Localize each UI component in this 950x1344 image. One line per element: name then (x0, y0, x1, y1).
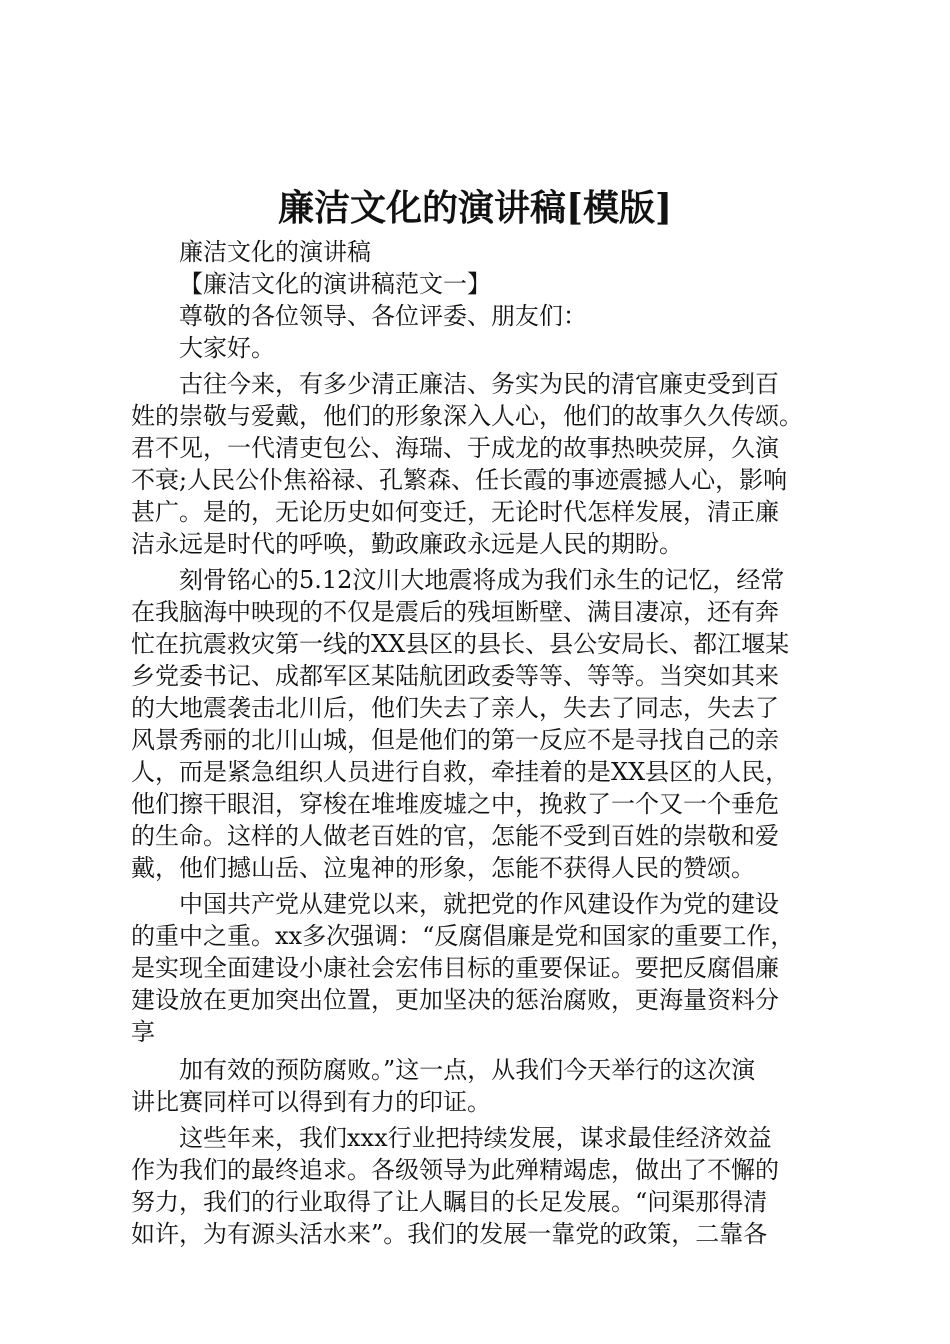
text-line: 君不见，一代清吏包公、海瑞、于成龙的故事热映荧屏，久演 (131, 434, 779, 462)
text-line: 古往今来，有多少清正廉洁、务实为民的清官廉吏受到百 (179, 370, 779, 398)
text-line: 的大地震袭击北川后，他们失去了亲人，失去了同志，失去了 (131, 694, 779, 722)
text-line: 努力，我们的行业取得了让人瞩目的长足发展。“问渠那得清 (131, 1188, 768, 1216)
text-line: 在我脑海中映现的不仅是震后的残垣断壁、满目凄凉，还有奔 (131, 598, 779, 626)
text-line: 尊敬的各位领导、各位评委、朋友们： (179, 302, 587, 330)
text-line: 建设放在更加突出位置，更加坚决的惩治腐败，更海量资料分 (131, 986, 779, 1014)
text-line: 不衰;人民公仆焦裕禄、孔繁森、任长霞的事迹震撼人心，影响 (131, 466, 788, 494)
text-line: 享 (131, 1018, 155, 1046)
text-line: 如许，为有源头活水来”。我们的发展一靠党的政策，二靠各 (131, 1220, 768, 1248)
text-line: 【廉洁文化的演讲稿范文一】 (179, 270, 491, 298)
text-line: 刻骨铭心的5.12汶川大地震将成为我们永生的记忆，经常 (179, 566, 785, 594)
text-line: 姓的崇敬与爱戴，他们的形象深入人心，他们的故事久久传颂。 (131, 402, 803, 430)
text-line: 忙在抗震救灾第一线的XX县区的县长、县公安局长、都江堰某 (131, 630, 790, 658)
text-line: 甚广。是的，无论历史如何变迁，无论时代怎样发展，清正廉 (131, 498, 779, 526)
text-line: 大家好。 (179, 334, 275, 362)
text-line: 他们擦干眼泪，穿梭在堆堆废墟之中，挽救了一个又一个垂危 (131, 790, 779, 818)
text-line: 的生命。这样的人做老百姓的官，怎能不受到百姓的崇敬和爱 (131, 822, 779, 850)
text-line: 人，而是紧急组织人员进行自救，牵挂着的是XX县区的人民， (131, 758, 790, 786)
text-line: 的重中之重。xx多次强调：“反腐倡廉是党和国家的重要工作， (131, 922, 795, 950)
text-line: 讲比赛同样可以得到有力的印证。 (131, 1088, 491, 1116)
text-line: 中国共产党从建党以来，就把党的作风建设作为党的建设 (179, 890, 779, 918)
text-line: 风景秀丽的北川山城，但是他们的第一反应不是寻找自己的亲 (131, 726, 779, 754)
document-title: 廉洁文化的演讲稿[模版] (277, 187, 673, 229)
text-line: 廉洁文化的演讲稿 (179, 238, 371, 266)
text-line: 戴，他们撼山岳、泣鬼神的形象，怎能不获得人民的赞颂。 (131, 854, 755, 882)
text-line: 是实现全面建设小康社会宏伟目标的重要保证。要把反腐倡廉 (131, 954, 779, 982)
text-line: 乡党委书记、成都军区某陆航团政委等等、等等。当突如其来 (131, 662, 779, 690)
text-line: 这些年来，我们xxx行业把持续发展，谋求最佳经济效益 (179, 1124, 772, 1152)
text-line: 洁永远是时代的呼唤，勤政廉政永远是人民的期盼。 (131, 530, 683, 558)
document-body (131, 236, 836, 1250)
text-line: 加有效的预防腐败。”这一点，从我们今天举行的这次演 (179, 1056, 756, 1084)
text-line: 作为我们的最终追求。各级领导为此殚精竭虑，做出了不懈的 (131, 1156, 779, 1184)
